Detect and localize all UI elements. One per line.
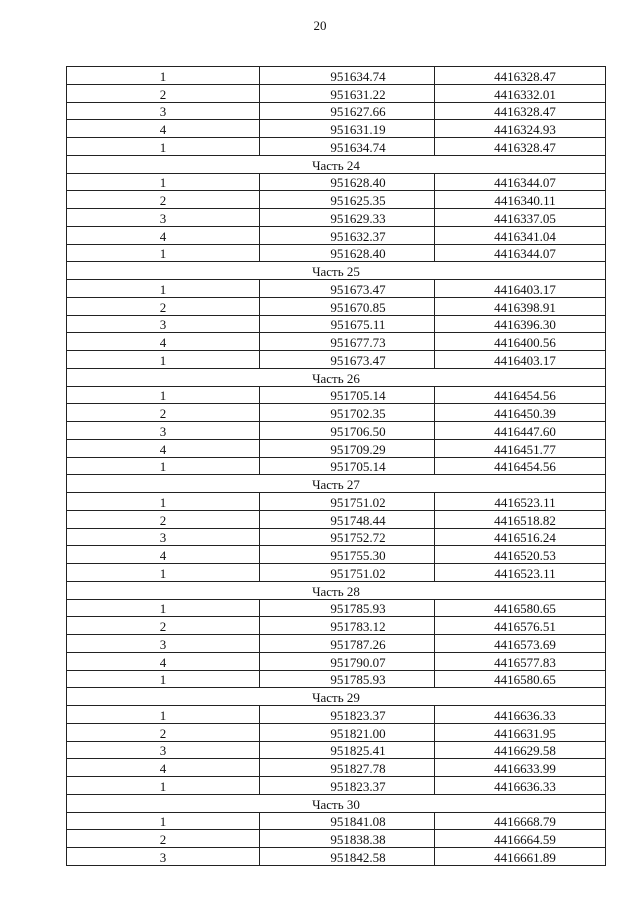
- point-number-cell: 2: [67, 723, 260, 741]
- table-row: [67, 652, 606, 670]
- point-number-cell: 4: [67, 120, 260, 138]
- table-row: [67, 723, 606, 741]
- x-coordinate-cell: 951629.33: [260, 209, 435, 227]
- y-coordinate-cell: 4416403.17: [435, 280, 606, 298]
- table-row: [67, 546, 606, 564]
- x-coordinate-cell: 951705.14: [260, 457, 435, 475]
- table-row: [67, 510, 606, 528]
- x-coordinate-cell: 951628.40: [260, 173, 435, 191]
- point-number-cell: 1: [67, 280, 260, 298]
- x-coordinate-cell: 951631.19: [260, 120, 435, 138]
- x-coordinate-cell: 951631.22: [260, 84, 435, 102]
- point-number-cell: 1: [67, 493, 260, 511]
- x-coordinate-cell: 951673.47: [260, 280, 435, 298]
- x-coordinate-cell: 951785.93: [260, 599, 435, 617]
- table-row: [67, 244, 606, 262]
- point-number-cell: 1: [67, 173, 260, 191]
- x-coordinate-cell: 951841.08: [260, 812, 435, 830]
- point-number-cell: 1: [67, 599, 260, 617]
- y-coordinate-cell: 4416664.59: [435, 830, 606, 848]
- section-header-row: [67, 794, 606, 812]
- point-number-cell: 3: [67, 635, 260, 653]
- table-row: [67, 351, 606, 369]
- table-row: [67, 777, 606, 795]
- x-coordinate-cell: 951748.44: [260, 510, 435, 528]
- point-number-cell: 3: [67, 528, 260, 546]
- table-row: [67, 315, 606, 333]
- table-row: [67, 528, 606, 546]
- point-number-cell: 2: [67, 510, 260, 528]
- y-coordinate-cell: 4416577.83: [435, 652, 606, 670]
- point-number-cell: 1: [67, 67, 260, 85]
- section-title: Часть 25: [67, 262, 606, 280]
- point-number-cell: 3: [67, 102, 260, 120]
- y-coordinate-cell: 4416324.93: [435, 120, 606, 138]
- point-number-cell: 1: [67, 706, 260, 724]
- x-coordinate-cell: 951823.37: [260, 706, 435, 724]
- table-row: [67, 120, 606, 138]
- y-coordinate-cell: 4416344.07: [435, 173, 606, 191]
- section-title: Часть 28: [67, 581, 606, 599]
- y-coordinate-cell: 4416450.39: [435, 404, 606, 422]
- x-coordinate-cell: 951677.73: [260, 333, 435, 351]
- point-number-cell: 2: [67, 297, 260, 315]
- point-number-cell: 1: [67, 138, 260, 156]
- table-row: [67, 280, 606, 298]
- table-row: [67, 84, 606, 102]
- table-row: [67, 457, 606, 475]
- y-coordinate-cell: 4416451.77: [435, 439, 606, 457]
- point-number-cell: 4: [67, 439, 260, 457]
- point-number-cell: 4: [67, 333, 260, 351]
- table-row: [67, 830, 606, 848]
- table-row: [67, 812, 606, 830]
- y-coordinate-cell: 4416400.56: [435, 333, 606, 351]
- section-header-row: [67, 475, 606, 493]
- y-coordinate-cell: 4416454.56: [435, 386, 606, 404]
- coordinates-table-body: [67, 67, 606, 866]
- y-coordinate-cell: 4416576.51: [435, 617, 606, 635]
- table-row: [67, 848, 606, 866]
- section-header-row: [67, 262, 606, 280]
- y-coordinate-cell: 4416633.99: [435, 759, 606, 777]
- x-coordinate-cell: 951842.58: [260, 848, 435, 866]
- y-coordinate-cell: 4416636.33: [435, 777, 606, 795]
- table-row: [67, 617, 606, 635]
- x-coordinate-cell: 951627.66: [260, 102, 435, 120]
- table-row: [67, 439, 606, 457]
- y-coordinate-cell: 4416631.95: [435, 723, 606, 741]
- table-row: [67, 404, 606, 422]
- y-coordinate-cell: 4416573.69: [435, 635, 606, 653]
- table-row: [67, 564, 606, 582]
- x-coordinate-cell: 951751.02: [260, 493, 435, 511]
- table-row: [67, 297, 606, 315]
- point-number-cell: 3: [67, 422, 260, 440]
- table-row: [67, 386, 606, 404]
- y-coordinate-cell: 4416340.11: [435, 191, 606, 209]
- x-coordinate-cell: 951628.40: [260, 244, 435, 262]
- point-number-cell: 1: [67, 777, 260, 795]
- x-coordinate-cell: 951706.50: [260, 422, 435, 440]
- section-header-row: [67, 688, 606, 706]
- table-row: [67, 173, 606, 191]
- y-coordinate-cell: 4416454.56: [435, 457, 606, 475]
- y-coordinate-cell: 4416403.17: [435, 351, 606, 369]
- x-coordinate-cell: 951790.07: [260, 652, 435, 670]
- y-coordinate-cell: 4416523.11: [435, 493, 606, 511]
- point-number-cell: 1: [67, 244, 260, 262]
- point-number-cell: 2: [67, 617, 260, 635]
- x-coordinate-cell: 951823.37: [260, 777, 435, 795]
- section-title: Часть 30: [67, 794, 606, 812]
- table-row: [67, 670, 606, 688]
- x-coordinate-cell: 951838.38: [260, 830, 435, 848]
- y-coordinate-cell: 4416328.47: [435, 67, 606, 85]
- section-header-row: [67, 155, 606, 173]
- y-coordinate-cell: 4416332.01: [435, 84, 606, 102]
- point-number-cell: 1: [67, 351, 260, 369]
- y-coordinate-cell: 4416580.65: [435, 599, 606, 617]
- point-number-cell: 1: [67, 812, 260, 830]
- y-coordinate-cell: 4416520.53: [435, 546, 606, 564]
- table-row: [67, 599, 606, 617]
- x-coordinate-cell: 951827.78: [260, 759, 435, 777]
- table-row: [67, 102, 606, 120]
- section-title: Часть 29: [67, 688, 606, 706]
- point-number-cell: 4: [67, 226, 260, 244]
- point-number-cell: 4: [67, 759, 260, 777]
- x-coordinate-cell: 951634.74: [260, 67, 435, 85]
- x-coordinate-cell: 951821.00: [260, 723, 435, 741]
- page-number: 20: [313, 18, 327, 33]
- table-row: [67, 333, 606, 351]
- y-coordinate-cell: 4416580.65: [435, 670, 606, 688]
- point-number-cell: 1: [67, 457, 260, 475]
- x-coordinate-cell: 951752.72: [260, 528, 435, 546]
- point-number-cell: 3: [67, 209, 260, 227]
- x-coordinate-cell: 951751.02: [260, 564, 435, 582]
- table-row: [67, 706, 606, 724]
- x-coordinate-cell: 951632.37: [260, 226, 435, 244]
- x-coordinate-cell: 951783.12: [260, 617, 435, 635]
- x-coordinate-cell: 951673.47: [260, 351, 435, 369]
- table-row: [67, 209, 606, 227]
- section-header-row: [67, 581, 606, 599]
- y-coordinate-cell: 4416328.47: [435, 102, 606, 120]
- y-coordinate-cell: 4416396.30: [435, 315, 606, 333]
- table-row: [67, 741, 606, 759]
- table-row: [67, 759, 606, 777]
- y-coordinate-cell: 4416629.58: [435, 741, 606, 759]
- table-row: [67, 191, 606, 209]
- y-coordinate-cell: 4416337.05: [435, 209, 606, 227]
- x-coordinate-cell: 951702.35: [260, 404, 435, 422]
- y-coordinate-cell: 4416344.07: [435, 244, 606, 262]
- y-coordinate-cell: 4416636.33: [435, 706, 606, 724]
- point-number-cell: 1: [67, 670, 260, 688]
- x-coordinate-cell: 951755.30: [260, 546, 435, 564]
- y-coordinate-cell: 4416661.89: [435, 848, 606, 866]
- x-coordinate-cell: 951787.26: [260, 635, 435, 653]
- y-coordinate-cell: 4416516.24: [435, 528, 606, 546]
- point-number-cell: 4: [67, 546, 260, 564]
- table-row: [67, 422, 606, 440]
- point-number-cell: 1: [67, 564, 260, 582]
- point-number-cell: 4: [67, 652, 260, 670]
- point-number-cell: 2: [67, 191, 260, 209]
- x-coordinate-cell: 951675.11: [260, 315, 435, 333]
- x-coordinate-cell: 951625.35: [260, 191, 435, 209]
- table-row: [67, 67, 606, 85]
- section-title: Часть 24: [67, 155, 606, 173]
- table-row: [67, 138, 606, 156]
- table-row: [67, 635, 606, 653]
- point-number-cell: 2: [67, 830, 260, 848]
- point-number-cell: 2: [67, 84, 260, 102]
- x-coordinate-cell: 951705.14: [260, 386, 435, 404]
- x-coordinate-cell: 951634.74: [260, 138, 435, 156]
- point-number-cell: 3: [67, 741, 260, 759]
- y-coordinate-cell: 4416518.82: [435, 510, 606, 528]
- section-header-row: [67, 368, 606, 386]
- section-title: Часть 27: [67, 475, 606, 493]
- coordinates-table: [66, 66, 606, 866]
- point-number-cell: 3: [67, 315, 260, 333]
- x-coordinate-cell: 951670.85: [260, 297, 435, 315]
- section-title: Часть 26: [67, 368, 606, 386]
- point-number-cell: 2: [67, 404, 260, 422]
- table-row: [67, 493, 606, 511]
- x-coordinate-cell: 951709.29: [260, 439, 435, 457]
- y-coordinate-cell: 4416398.91: [435, 297, 606, 315]
- point-number-cell: 3: [67, 848, 260, 866]
- x-coordinate-cell: 951825.41: [260, 741, 435, 759]
- y-coordinate-cell: 4416447.60: [435, 422, 606, 440]
- point-number-cell: 1: [67, 386, 260, 404]
- y-coordinate-cell: 4416341.04: [435, 226, 606, 244]
- y-coordinate-cell: 4416328.47: [435, 138, 606, 156]
- table-row: [67, 226, 606, 244]
- y-coordinate-cell: 4416523.11: [435, 564, 606, 582]
- x-coordinate-cell: 951785.93: [260, 670, 435, 688]
- y-coordinate-cell: 4416668.79: [435, 812, 606, 830]
